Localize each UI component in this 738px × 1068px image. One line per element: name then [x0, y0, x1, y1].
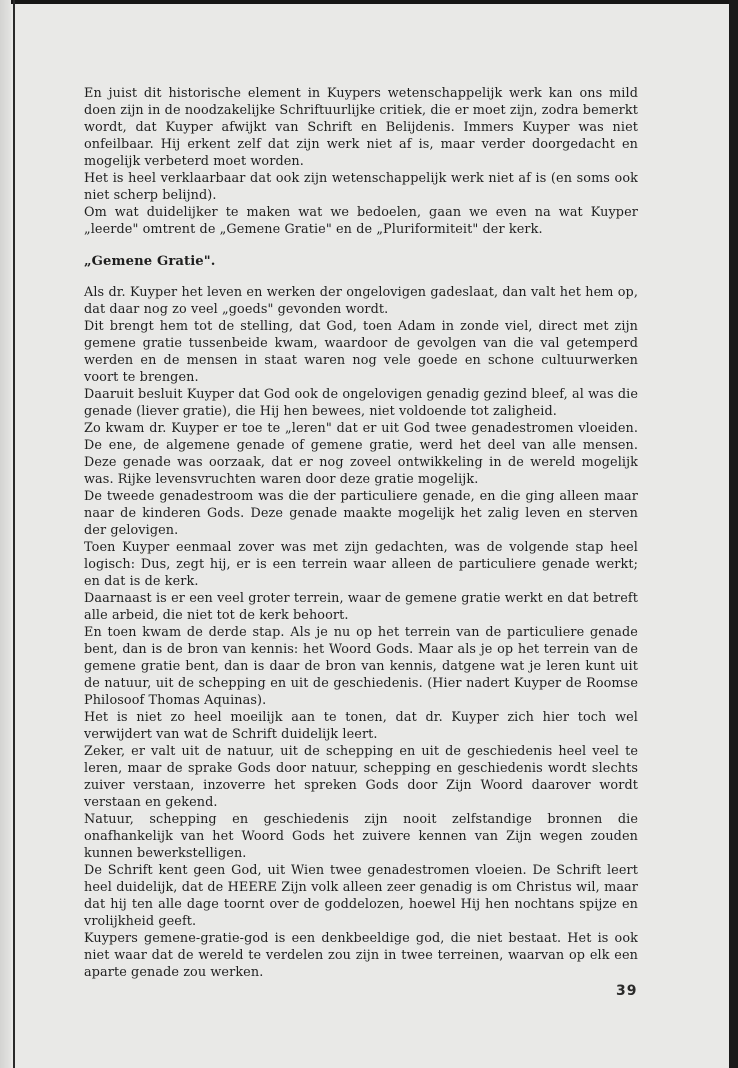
scan-left-margin [0, 0, 11, 1068]
paragraph: Daaruit besluit Kuyper dat God ook de ongelovigen genadig gezind bleef, al was die genade (liever gratie), die Hij hen bewees, niet voldoende tot zaligheid. [84, 387, 638, 419]
page-text [84, 85, 638, 981]
paragraph: Het is niet zo heel moeilijk aan te tonen, dat dr. Kuyper zich hier toch wel verwijdert van wat de Schrift duidelijk leert. [84, 710, 638, 742]
scan-left-border-line [13, 0, 15, 1068]
paragraph: Kuypers gemene-gratie-god is een denkbeeldige god, die niet bestaat. Het is ook niet waar dat de wereld te verdelen zou zijn in twee terreinen, waarvan op elk een aparte genade zou werken. [84, 931, 638, 980]
paragraph: Dit brengt hem tot de stelling, dat God, toen Adam in zonde viel, direct met zijn gemene gratie tussenbeide kwam, waardoor de gevolgen van die val getemperd werden en de mensen in staat waren nog vele goede en schone cultuurwerken voort te brengen. [84, 319, 638, 385]
paragraph: De tweede genadestroom was die der particuliere genade, en die ging alleen maar naar de kinderen Gods. Deze genade maakte mogelijk het zalig leven en sterven der gelovigen. [84, 489, 638, 538]
paragraph: Natuur, schepping en geschiedenis zijn nooit zelfstandige bronnen die onafhankelijk van het Woord Gods het zuivere kennen van Zijn wegen zouden kunnen bewerkstelligen. [84, 812, 638, 861]
section-heading: „Gemene Gratie". [84, 254, 216, 269]
scan-right-edge [729, 0, 738, 1068]
scan-top-edge [0, 0, 738, 4]
paragraph: De Schrift kent geen God, uit Wien twee genadestromen vloeien. De Schrift leert heel duidelijk, dat de HEERE Zijn volk alleen zeer genadig is om Christus wil, maar dat hij ten alle dage toornt over de goddelozen, hoewel Hij hen nochtans spijze en vrolijkheid geeft. [84, 863, 638, 929]
paragraph: Zeker, er valt uit de natuur, uit de schepping en uit de geschiedenis heel veel te leren, maar de sprake Gods door natuur, schepping en geschiedenis wordt slechts zuiver verstaan, inzoverre het spreken Gods door Zijn Woord daarover wordt verstaan en gekend. [84, 744, 638, 810]
page-number: 39 [616, 983, 638, 999]
paragraph: Als dr. Kuyper het leven en werken der ongelovigen gadeslaat, dan valt het hem op, dat daar nog zo veel „goeds" gevonden wordt. [84, 285, 638, 317]
paragraph: Het is heel verklaarbaar dat ook zijn wetenschappelijk werk niet af is (en soms ook niet scherp belijnd). [84, 171, 638, 203]
paragraph: Toen Kuyper eenmaal zover was met zijn gedachten, was de volgende stap heel logisch: Dus, zegt hij, er is een terrein waar alleen de particuliere genade werkt; en dat is de kerk. [84, 540, 638, 589]
paragraph: Daarnaast is er een veel groter terrein, waar de gemene gratie werkt en dat betreft alle arbeid, die niet tot de kerk behoort. [84, 591, 638, 623]
paragraph: Zo kwam dr. Kuyper er toe te „leren" dat er uit God twee genadestromen vloeiden. De ene, de algemene genade of gemene gratie, werd het deel van alle mensen. Deze genade was oorzaak, dat er nog zoveel ontwikkeling in de wereld mogelijk was. Rijke levensvruchten waren door deze gratie mogelijk. [84, 421, 638, 487]
paragraph: En juist dit historische element in Kuypers wetenschappelijk werk kan ons mild doen zijn in de noodzakelijke Schriftuurlijke critiek, die er moet zijn, zodra bemerkt wordt, dat Kuyper afwijkt van Schrift en Belijdenis. Immers Kuyper was niet onfeilbaar. Hij erkent zelf dat zijn werk niet af is, maar verder doorgedacht en mogelijk verbeterd moet worden. [84, 86, 638, 169]
paragraph: Om wat duidelijker te maken wat we bedoelen, gaan we even na wat Kuyper „leerde" omtrent de „Gemene Gratie" en de „Pluriformiteit" der kerk. [84, 205, 638, 237]
paragraph: En toen kwam de derde stap. Als je nu op het terrein van de particuliere genade bent, dan is de bron van kennis: het Woord Gods. Maar als je op het terrein van de gemene gratie bent, dan is daar de bron van kennis, datgene wat je leren kunt uit de natuur, uit de schepping en uit de geschiedenis. (Hier nadert Kuyper de Roomse Philosoof Thomas Aquinas). [84, 625, 638, 708]
